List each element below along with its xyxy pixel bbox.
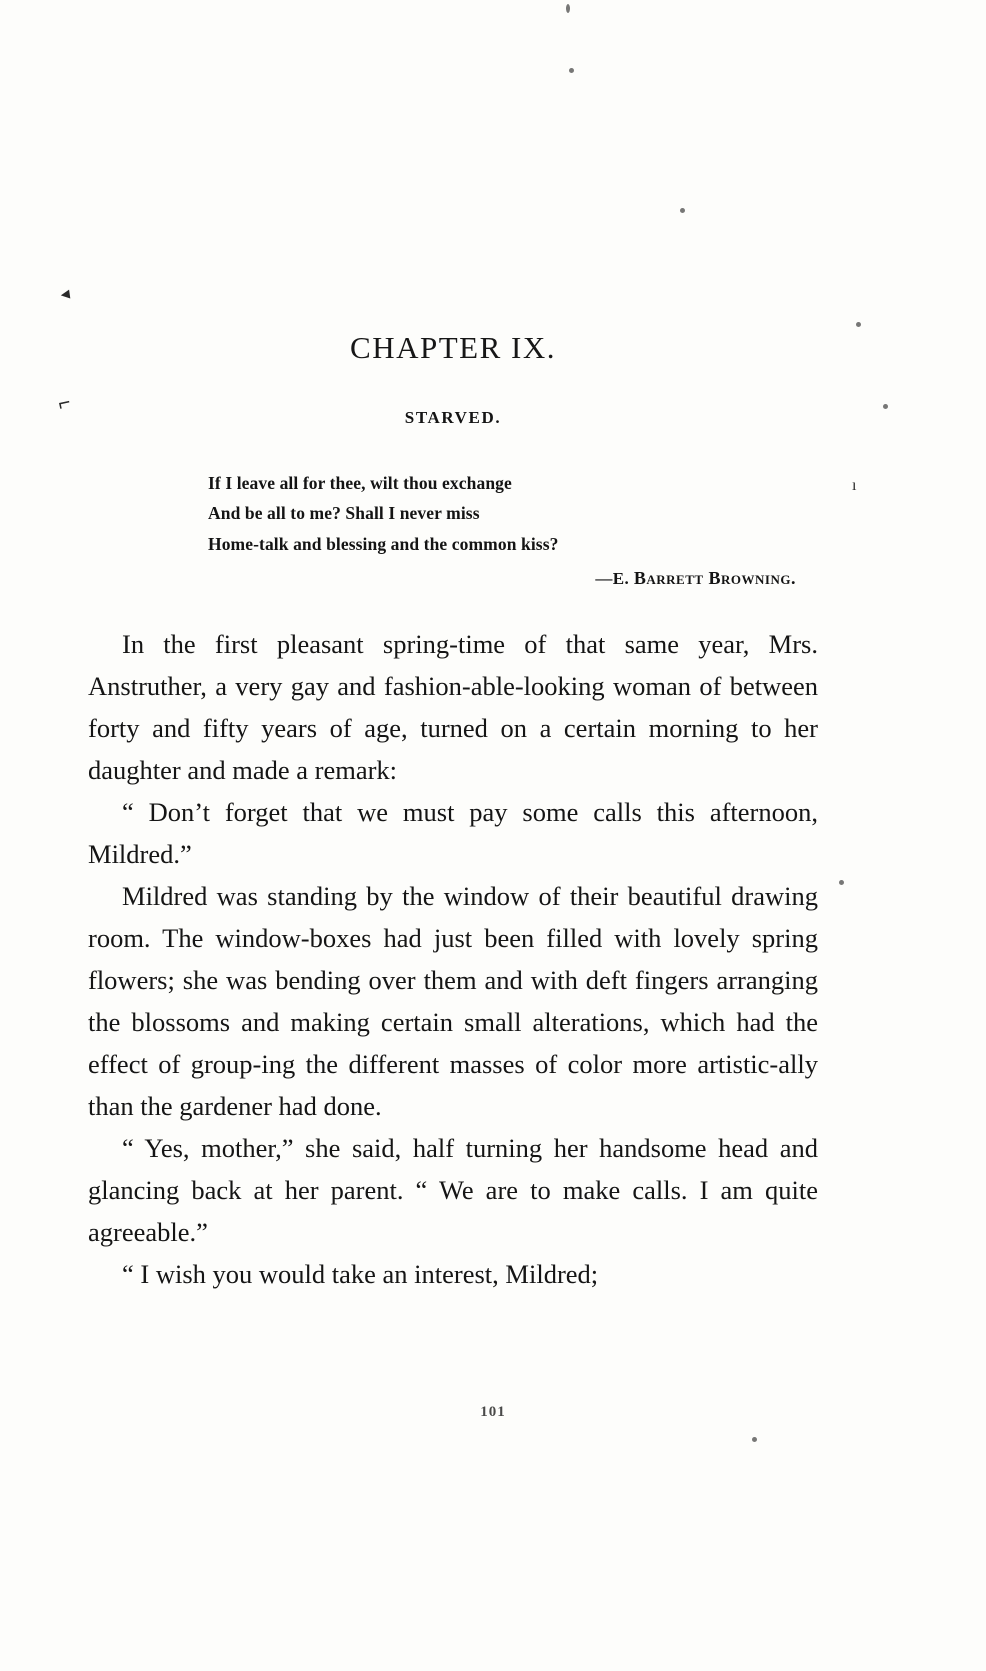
epigraph-line: If I leave all for thee, wilt thou exchange xyxy=(208,473,512,493)
epigraph-line: Home-talk and blessing and the common kiss? xyxy=(208,533,559,554)
paragraph: “ Yes, mother,” she said, half turning her handsome head and glancing back at her parent. “ We are to make calls. I am quite agreeable.” xyxy=(88,1132,818,1247)
paragraph: In the first pleasant spring-time of that same year, Mrs. Anstruther, a very gay and fashion-able-looking woman of between forty and fifty years of age, turned on a certain morning to her daughter and made a remark: xyxy=(88,628,818,785)
page-title: CHAPTER IX. xyxy=(350,330,556,365)
paragraph: “ I wish you would take an interest, Mildred; xyxy=(122,1258,599,1289)
epigraph-attribution-name: Barrett Browning. xyxy=(633,568,796,589)
epigraph-attribution xyxy=(208,563,818,594)
page-number: 101 xyxy=(480,1404,506,1420)
body-text xyxy=(88,623,818,1295)
page-content xyxy=(88,330,818,1295)
epigraph xyxy=(208,468,818,595)
scan-speck xyxy=(883,404,888,409)
paragraph: “ Don’t forget that we must pay some calls this afternoon, Mildred.” xyxy=(88,796,818,869)
scan-speck xyxy=(680,208,685,213)
margin-tick-top-left: ◄ xyxy=(56,286,74,304)
epigraph-attribution-dash: —E. xyxy=(595,569,634,589)
paragraph: Mildred was standing by the window of their beautiful drawing room. The window-boxes had just been filled with lovely spring flowers; she was bending over them and with deft fingers arranging the blossoms and making certain small alterations, which had the effect of group-ing the different masses of color more artistic-ally than the gardener had done. xyxy=(88,880,818,1121)
margin-mark-left: ⌐ xyxy=(55,388,73,417)
scan-speck xyxy=(752,1437,757,1442)
scan-speck xyxy=(566,4,570,13)
scan-speck xyxy=(839,880,844,885)
scan-speck xyxy=(856,322,861,327)
scan-speck xyxy=(569,68,574,73)
margin-tick-right: ı xyxy=(852,477,857,494)
chapter-subtitle: STARVED. xyxy=(404,408,502,427)
epigraph-line: And be all to me? Shall I never miss xyxy=(208,503,480,524)
